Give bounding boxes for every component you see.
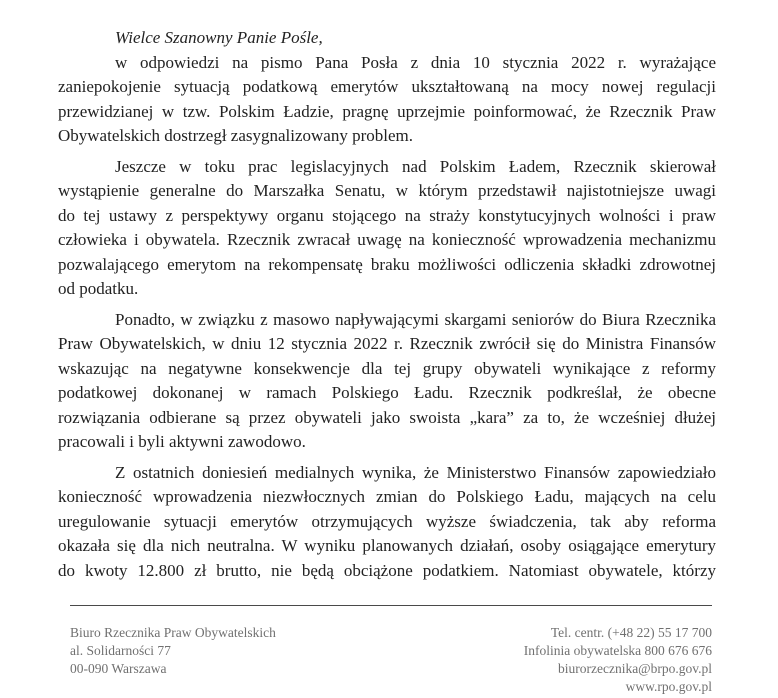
paragraph xyxy=(58,461,716,584)
salutation: Wielce Szanowny Panie Pośle, xyxy=(115,28,323,47)
footer-street: al. Solidarności 77 xyxy=(70,643,171,658)
paragraph xyxy=(58,308,716,455)
body-line: podatkowej dokonanej w ramach Polskiego Ładu. Rzecznik podkreślał, że obecne xyxy=(58,383,716,402)
footer-office-name: Biuro Rzecznika Praw Obywatelskich xyxy=(70,625,276,640)
body-line: od podatku. xyxy=(58,279,139,298)
body-line: w odpowiedzi na pismo Pana Posła z dnia 10 stycznia 2022 r. wyrażające xyxy=(115,52,716,72)
body-line: Obywatelskich dostrzegł zasygnalizowany problem. xyxy=(58,126,414,145)
footer-contact xyxy=(524,624,712,696)
body-line: wskazując na negatywne konsekwencje dla tej grupy obywateli wynikające z reformy xyxy=(58,358,716,378)
footer-divider xyxy=(70,605,712,606)
footer-phone: Tel. centr. (+48 22) 55 17 700 xyxy=(550,625,712,640)
body-line: Jeszcze w toku prac legislacyjnych nad Polskim Ładem, Rzecznik skierował xyxy=(115,156,716,176)
footer-address xyxy=(70,624,276,678)
body-line: Ponadto, w związku z masowo napływającymi skargami seniorów do Biura Rzecznika xyxy=(115,309,716,329)
footer-city: 00-090 Warszawa xyxy=(70,661,167,676)
body-line: pracowali i byli aktywni zawodowo. xyxy=(58,432,306,451)
footer xyxy=(0,605,778,696)
body-line: okazała się dla nich neutralna. W wyniku planowanych działań, osoby osiągające emerytury xyxy=(58,536,716,555)
body-line: pozwalającego emerytom na rekompensatę braku możliwości odliczenia składki zdrowotnej xyxy=(58,254,716,274)
paragraph xyxy=(58,155,716,302)
body-line: przewidzianej w tzw. Polskim Ładzie, pragnę uprzejmie poinformować, że Rzecznik Praw xyxy=(58,101,716,121)
body-line: człowieka i obywatela. Rzecznik zwracał uwagę na konieczność wprowadzenia mechanizmu xyxy=(58,230,716,249)
body-line: zaniepokojenie sytuacją podatkową emerytów ukształtowaną na mocy nowej regulacji xyxy=(58,77,716,96)
body-line: uregulowanie sytuacji emerytów otrzymujących wyższe świadczenia, tak aby reforma xyxy=(58,511,716,531)
body-line: rozwiązania odbierane są przez obywateli jako swoista „kara” za to, że wcześniej dłużej xyxy=(58,407,716,427)
paragraph xyxy=(58,51,716,149)
footer-website: www.rpo.gov.pl xyxy=(625,679,712,694)
footer-infoline: Infolinia obywatelska 800 676 676 xyxy=(523,643,712,658)
body-line: wystąpienie generalne do Marszałka Senatu, w którym przedstawił najistotniejsze uwagi xyxy=(58,181,716,200)
body-line: Praw Obywatelskich, w dniu 12 stycznia 2022 r. Rzecznik zwrócił się do Ministra Finansów xyxy=(58,334,716,353)
body-line: Z ostatnich doniesień medialnych wynika, że Ministerstwo Finansów zapowiedziało xyxy=(115,462,716,482)
body-line: do kwoty 12.800 zł brutto, nie będą obciążone podatkiem. Natomiast obywatele, którzy xyxy=(58,560,716,580)
footer-email: biurorzecznika@brpo.gov.pl xyxy=(557,661,712,676)
body-line: konieczność wprowadzenia niezwłocznych zmian do Polskiego Ładu, mających na celu xyxy=(58,487,716,506)
body-line: do tej ustawy z perspektywy organu stojącego na straży konstytucyjnych wolności i praw xyxy=(58,205,716,225)
